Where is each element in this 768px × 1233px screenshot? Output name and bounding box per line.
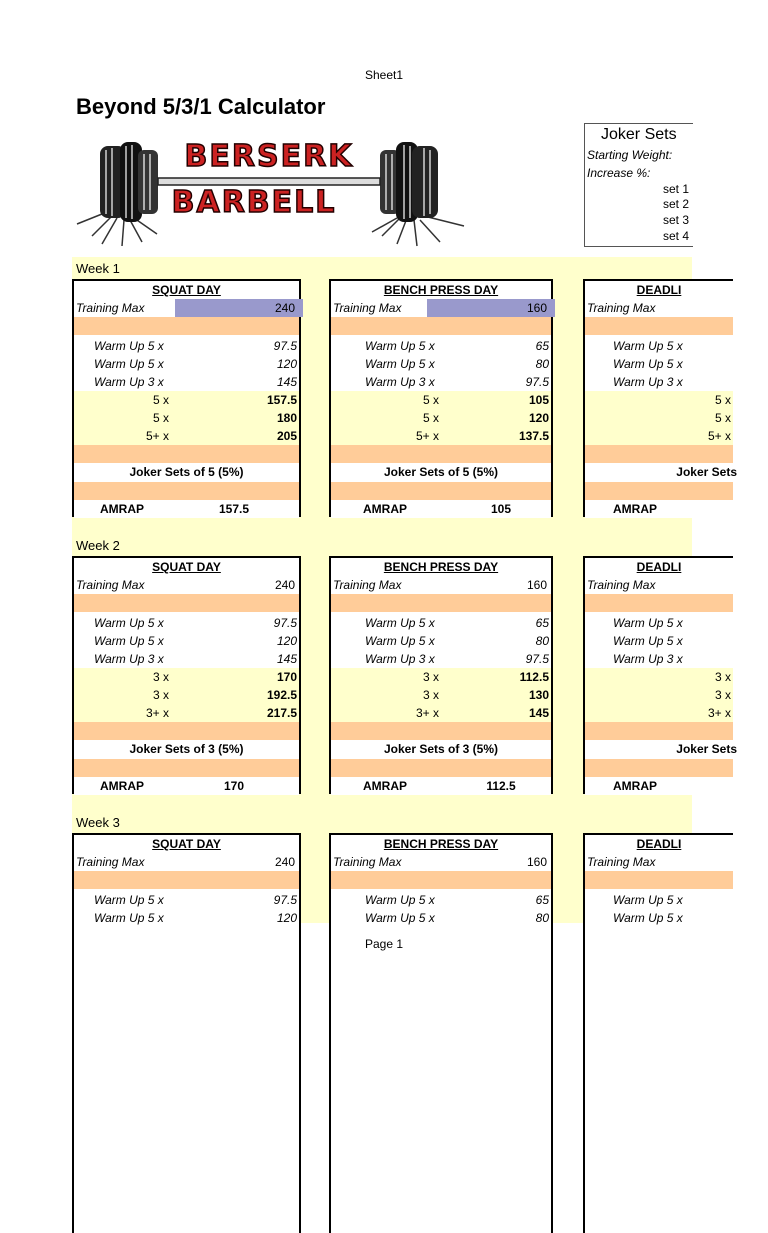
table-row — [74, 650, 299, 668]
warmup-weight: 80 — [535, 634, 549, 648]
warmup-weight: 97.5 — [525, 375, 549, 389]
table-row — [585, 391, 733, 409]
page-title: Beyond 5/3/1 Calculator — [76, 94, 326, 119]
warmup-weight: 97.5 — [273, 616, 297, 630]
day-table — [583, 556, 737, 794]
day-title: BENCH PRESS DAY — [383, 837, 499, 851]
joker-set-label: set 2 — [663, 197, 690, 211]
joker-set-label: set 3 — [663, 213, 690, 227]
warmup-label: Warm Up 5 x — [94, 634, 164, 648]
warmup-label: Warm Up 3 x — [365, 375, 435, 389]
set-reps: 5+ x — [145, 429, 169, 443]
table-row — [331, 650, 551, 668]
table-row — [74, 668, 299, 686]
table-row — [331, 668, 551, 686]
table-row — [74, 463, 299, 481]
warmup-label: Warm Up 5 x — [613, 357, 683, 371]
warmup-label: Warm Up 5 x — [94, 357, 164, 371]
table-row — [74, 558, 299, 576]
set-reps: 5 x — [152, 393, 169, 407]
table-row — [585, 777, 733, 795]
day-title: SQUAT DAY — [152, 560, 221, 574]
table-row — [74, 759, 299, 777]
table-row — [585, 853, 733, 871]
table-row — [585, 871, 733, 889]
table-row — [331, 909, 551, 927]
warmup-weight: 80 — [535, 911, 549, 925]
day-title: DEADLI — [636, 283, 682, 297]
table-row — [585, 337, 733, 355]
warmup-label: Warm Up 5 x — [94, 339, 164, 353]
day-title: BENCH PRESS DAY — [383, 283, 499, 297]
table-row — [585, 722, 733, 740]
amrap-label: AMRAP — [613, 502, 657, 516]
table-row — [74, 281, 299, 299]
table-row — [74, 576, 299, 594]
warmup-label: Warm Up 5 x — [365, 634, 435, 648]
set-reps: 3 x — [714, 670, 731, 684]
training-max-value: 240 — [274, 301, 295, 315]
warmup-weight: 65 — [535, 893, 549, 907]
warmup-label: Warm Up 3 x — [613, 652, 683, 666]
warmup-label: Warm Up 3 x — [613, 375, 683, 389]
set-reps: 3 x — [422, 688, 439, 702]
day-title: DEADLI — [636, 560, 682, 574]
set-reps: 3+ x — [415, 706, 439, 720]
left-plates-icon — [100, 142, 158, 222]
warmup-label: Warm Up 5 x — [365, 911, 435, 925]
berserk-barbell-logo — [72, 136, 472, 248]
barbell-bar-icon — [158, 178, 380, 185]
amrap-label: AMRAP — [100, 502, 144, 516]
table-row — [585, 500, 733, 518]
table-row — [585, 299, 733, 317]
day-table — [329, 279, 553, 517]
warmup-weight: 65 — [535, 616, 549, 630]
joker-panel-title: Joker Sets — [601, 126, 677, 143]
table-row — [331, 777, 551, 795]
training-max-label: Training Max — [587, 578, 656, 592]
table-row — [74, 445, 299, 463]
table-row — [585, 686, 733, 704]
table-row — [331, 463, 551, 481]
warmup-label: Warm Up 5 x — [94, 616, 164, 630]
set-weight: 157.5 — [266, 393, 297, 407]
amrap-label: AMRAP — [100, 779, 144, 793]
table-row — [585, 668, 733, 686]
table-row — [585, 909, 733, 927]
training-max-label: Training Max — [76, 855, 145, 869]
table-row — [585, 409, 733, 427]
table-row — [331, 576, 551, 594]
warmup-label: Warm Up 3 x — [94, 652, 164, 666]
table-row — [74, 299, 299, 317]
table-row — [331, 686, 551, 704]
table-row — [585, 576, 733, 594]
logo-text-top: BERSERK — [184, 139, 354, 174]
amrap-value: 157.5 — [218, 502, 250, 516]
table-row — [331, 482, 551, 500]
warmup-weight: 80 — [535, 357, 549, 371]
table-row — [331, 835, 551, 853]
amrap-value: 112.5 — [486, 779, 516, 793]
warmup-label: Warm Up 5 x — [613, 911, 683, 925]
day-table — [583, 279, 737, 517]
day-table — [329, 833, 553, 1233]
table-row — [331, 594, 551, 612]
starting-weight-label: Starting Weight: — [587, 148, 673, 162]
warmup-weight: 145 — [276, 375, 297, 389]
table-row — [585, 373, 733, 391]
set-weight: 137.5 — [518, 429, 549, 443]
set-reps: 3 x — [152, 688, 169, 702]
table-row — [585, 614, 733, 632]
warmup-weight: 97.5 — [273, 893, 297, 907]
table-row — [74, 740, 299, 758]
table-row — [74, 391, 299, 409]
table-row — [74, 337, 299, 355]
day-table — [72, 556, 301, 794]
table-row — [331, 281, 551, 299]
training-max-value: 160 — [526, 855, 547, 869]
set-weight: 105 — [528, 393, 549, 407]
table-row — [331, 871, 551, 889]
increase-label: Increase %: — [587, 166, 651, 180]
day-table — [72, 279, 301, 517]
warmup-weight: 97.5 — [525, 652, 549, 666]
set-weight: 217.5 — [266, 706, 297, 720]
training-max-value: 160 — [526, 578, 547, 592]
table-row — [331, 409, 551, 427]
training-max-value: 240 — [274, 855, 295, 869]
table-row — [74, 614, 299, 632]
amrap-value: 170 — [223, 779, 245, 793]
table-row — [74, 594, 299, 612]
set-reps: 5 x — [714, 393, 731, 407]
warmup-label: Warm Up 5 x — [365, 339, 435, 353]
table-row — [331, 427, 551, 445]
training-max-label: Training Max — [587, 855, 656, 869]
set-weight: 120 — [528, 411, 549, 425]
logo-text-bottom: BARBELL — [171, 185, 337, 220]
joker-sets-label: Joker Sets of 5 (5%) — [383, 465, 499, 479]
table-row — [585, 427, 733, 445]
table-row — [585, 759, 733, 777]
table-row — [331, 299, 551, 317]
set-reps: 5 x — [152, 411, 169, 425]
table-row — [74, 835, 299, 853]
week-label: Week 3 — [76, 815, 120, 830]
set-reps: 5 x — [422, 411, 439, 425]
table-row — [74, 853, 299, 871]
table-row — [74, 427, 299, 445]
table-row — [74, 704, 299, 722]
joker-sets-label: Joker Sets — [676, 742, 737, 756]
table-row — [585, 594, 733, 612]
amrap-value: 105 — [490, 502, 512, 516]
day-title: BENCH PRESS DAY — [383, 560, 499, 574]
joker-set-label: set 1 — [663, 182, 690, 196]
table-row — [331, 373, 551, 391]
warmup-label: Warm Up 5 x — [365, 893, 435, 907]
table-row — [585, 650, 733, 668]
table-row — [331, 759, 551, 777]
warmup-label: Warm Up 5 x — [365, 616, 435, 630]
table-row — [74, 500, 299, 518]
set-weight: 192.5 — [266, 688, 297, 702]
training-max-label: Training Max — [333, 855, 402, 869]
set-reps: 5+ x — [415, 429, 439, 443]
table-row — [331, 355, 551, 373]
warmup-label: Warm Up 5 x — [94, 893, 164, 907]
warmup-weight: 65 — [535, 339, 549, 353]
training-max-value: 240 — [274, 578, 295, 592]
warmup-label: Warm Up 5 x — [613, 616, 683, 630]
weeks-grid — [72, 257, 737, 925]
warmup-label: Warm Up 5 x — [613, 634, 683, 648]
table-row — [331, 445, 551, 463]
day-table — [72, 833, 301, 1233]
table-row — [74, 891, 299, 909]
set-reps: 3+ x — [707, 706, 731, 720]
table-row — [585, 558, 733, 576]
set-weight: 170 — [276, 670, 297, 684]
amrap-label: AMRAP — [363, 779, 407, 793]
joker-sets-label: Joker Sets of 3 (5%) — [129, 742, 244, 756]
sheet-label: Sheet1 — [364, 68, 404, 82]
training-max-label: Training Max — [76, 578, 145, 592]
right-plates-icon — [380, 142, 438, 222]
day-title: SQUAT DAY — [152, 283, 221, 297]
table-row — [331, 500, 551, 518]
table-row — [331, 704, 551, 722]
set-reps: 5 x — [714, 411, 731, 425]
joker-sets-label: Joker Sets of 3 (5%) — [383, 742, 499, 756]
training-max-label: Training Max — [587, 301, 656, 315]
table-row — [585, 463, 737, 481]
week-label: Week 2 — [76, 538, 120, 553]
training-max-value: 160 — [526, 301, 547, 315]
day-title: DEADLI — [636, 837, 682, 851]
amrap-label: AMRAP — [363, 502, 407, 516]
table-row — [331, 337, 551, 355]
set-reps: 3 x — [152, 670, 169, 684]
warmup-weight: 145 — [276, 652, 297, 666]
table-row — [585, 835, 733, 853]
warmup-label: Warm Up 5 x — [613, 893, 683, 907]
table-row — [74, 409, 299, 427]
table-row — [585, 317, 733, 335]
joker-sets-panel — [584, 123, 693, 247]
table-row — [585, 704, 733, 722]
page-footer: Page 1 — [364, 937, 404, 951]
warmup-label: Warm Up 3 x — [94, 375, 164, 389]
table-row — [331, 891, 551, 909]
table-row — [331, 391, 551, 409]
table-row — [585, 482, 733, 500]
table-row — [74, 373, 299, 391]
joker-sets-label: Joker Sets of 5 (5%) — [129, 465, 244, 479]
table-row — [585, 355, 733, 373]
day-table — [329, 556, 553, 794]
table-row — [585, 445, 733, 463]
table-row — [331, 317, 551, 335]
table-row — [331, 722, 551, 740]
warmup-label: Warm Up 5 x — [365, 357, 435, 371]
table-row — [74, 909, 299, 927]
week-label: Week 1 — [76, 261, 120, 276]
table-row — [331, 632, 551, 650]
table-row — [74, 482, 299, 500]
training-max-label: Training Max — [333, 301, 402, 315]
table-row — [74, 777, 299, 795]
set-reps: 5+ x — [707, 429, 731, 443]
table-row — [74, 632, 299, 650]
day-title: SQUAT DAY — [152, 837, 221, 851]
table-row — [74, 355, 299, 373]
set-reps: 3 x — [714, 688, 731, 702]
table-row — [331, 853, 551, 871]
table-row — [331, 614, 551, 632]
warmup-label: Warm Up 5 x — [94, 911, 164, 925]
table-row — [331, 558, 551, 576]
set-weight: 180 — [276, 411, 297, 425]
set-reps: 3+ x — [145, 706, 169, 720]
warmup-label: Warm Up 3 x — [365, 652, 435, 666]
warmup-label: Warm Up 5 x — [613, 339, 683, 353]
table-row — [74, 317, 299, 335]
set-reps: 3 x — [422, 670, 439, 684]
training-max-label: Training Max — [76, 301, 145, 315]
table-row — [585, 632, 733, 650]
warmup-weight: 97.5 — [273, 339, 297, 353]
table-row — [74, 871, 299, 889]
table-row — [74, 686, 299, 704]
set-weight: 130 — [528, 688, 549, 702]
table-row — [585, 891, 733, 909]
warmup-weight: 120 — [276, 634, 297, 648]
table-row — [331, 740, 551, 758]
joker-sets-label: Joker Sets — [676, 465, 737, 479]
table-row — [585, 740, 737, 758]
warmup-weight: 120 — [276, 911, 297, 925]
training-max-label: Training Max — [333, 578, 402, 592]
set-weight: 205 — [276, 429, 297, 443]
table-row — [585, 281, 733, 299]
table-row — [74, 722, 299, 740]
day-table — [583, 833, 733, 1233]
set-weight: 112.5 — [519, 670, 549, 684]
joker-set-label: set 4 — [663, 229, 690, 243]
amrap-label: AMRAP — [613, 779, 657, 793]
set-reps: 5 x — [422, 393, 439, 407]
warmup-weight: 120 — [276, 357, 297, 371]
set-weight: 145 — [528, 706, 549, 720]
